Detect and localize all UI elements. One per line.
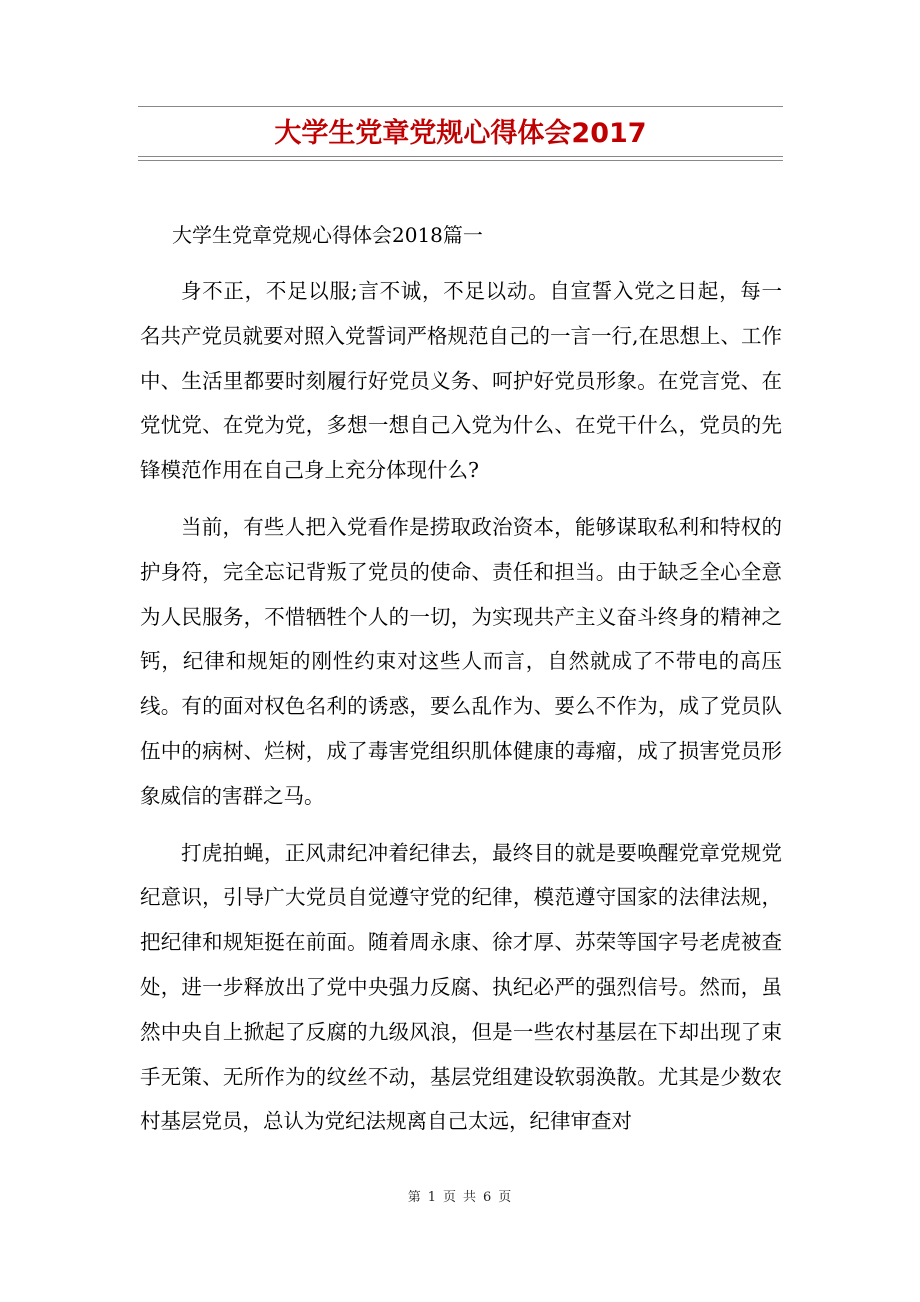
footer-total-pages: 6 — [483, 1190, 493, 1205]
header-bottom-rule — [138, 156, 783, 157]
footer-page-word: 页 — [442, 1190, 457, 1205]
footer-suffix: 页 — [498, 1190, 513, 1205]
paragraph-2: 当前，有些人把入党看作是捞取政治资本，能够谋取私利和特权的护身符，完全忘记背叛了党员的使命、责任和担当。由于缺乏全心全意为人民服务，不惜牺牲个人的一切，为实现共产主义奋斗终身的精神之钙，纪律和规矩的刚性约束对这些人而言，自然就成了不带电的高压线。有的面对权色名利的诱惑，要么乱作为、要么不作为，成了党员队伍中的病树、烂树，成了毒害党组织肌体健康的毒瘤，成了损害党员形象威信的害群之马。 — [140, 514, 782, 808]
footer-total-prefix: 共 — [463, 1190, 478, 1205]
paragraph-1: 身不正，不足以服;言不诚，不足以动。自宣誓入党之日起，每一名共产党员就要对照入党誓词严格规范自己的一言一行,在思想上、工作中、生活里都要时刻履行好党员义务、呵护好党员形象。在党言党、在党忧党、在党为党，多想一想自己入党为什么、在党干什么，党员的先锋模范作用在自己身上充分体现什么? — [140, 279, 783, 483]
footer-current-page: 1 — [427, 1190, 437, 1205]
header-top-rule — [138, 106, 783, 107]
header-bottom-rule-secondary — [138, 160, 783, 161]
document-body — [140, 213, 782, 1156]
document-title: 大学生党章党规心得体会2017 — [274, 118, 647, 149]
section-heading: 大学生党章党规心得体会2018篇一 — [172, 223, 483, 247]
page-footer — [0, 1186, 920, 1205]
footer-prefix: 第 — [407, 1190, 422, 1205]
paragraph-3: 打虎拍蝇，正风肃纪冲着纪律去，最终目的就是要唤醒党章党规党纪意识，引导广大党员自觉遵守党的纪律，模范遵守国家的法律法规，把纪律和规矩挺在前面。随着周永康、徐才厚、苏荣等国字号老虎被查处，进一步释放出了党中央强力反腐、执纪必严的强烈信号。然而，虽然中央自上掀起了反腐的九级风浪，但是一些农村基层在下却出现了束手无策、无所作为的纹丝不动，基层党组建设软弱涣散。尤其是少数农村基层党员，总认为党纪法规离自己太远，纪律审查对 — [140, 840, 782, 1134]
